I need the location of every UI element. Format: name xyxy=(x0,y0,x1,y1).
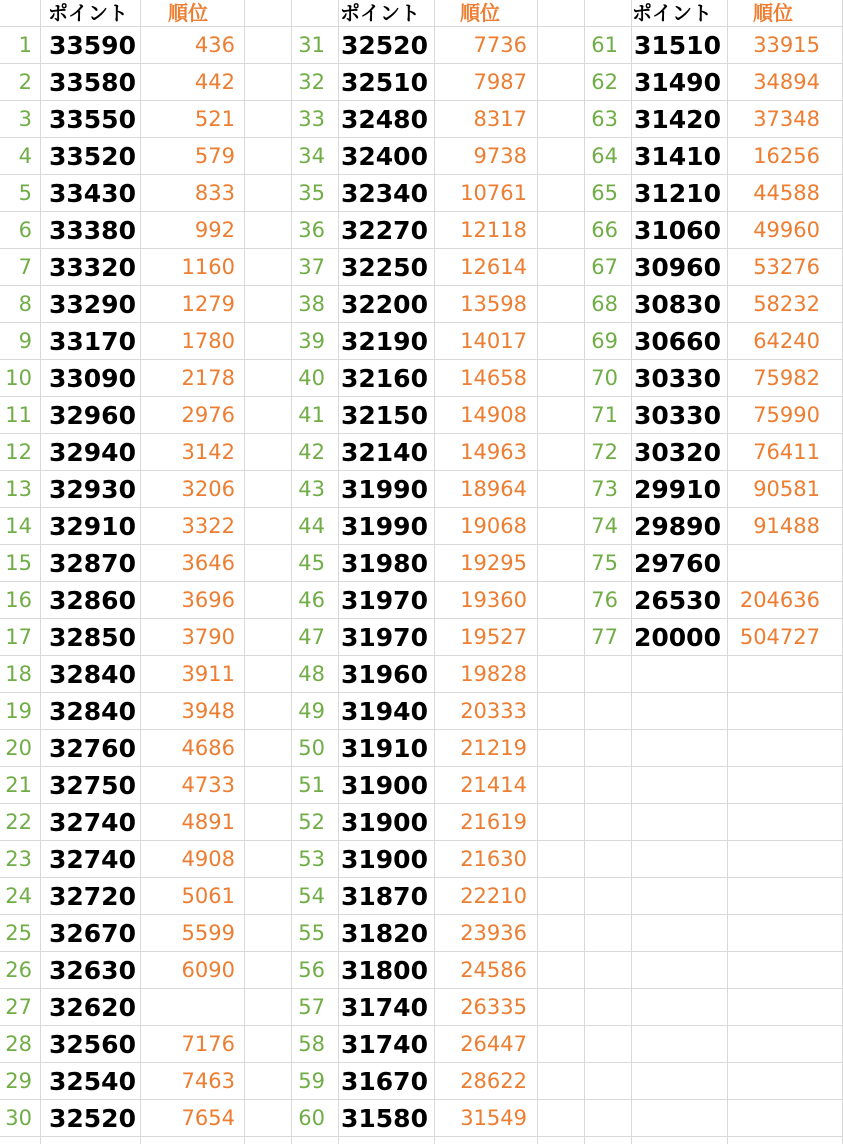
rank-cell[interactable]: 53276 xyxy=(753,255,820,279)
row-number-cell[interactable]: 59 xyxy=(298,1069,325,1093)
rank-cell[interactable]: 7176 xyxy=(181,1032,235,1056)
rank-cell[interactable]: 3790 xyxy=(181,625,235,649)
row-number-cell[interactable]: 4 xyxy=(18,144,32,168)
points-cell[interactable]: 32630 xyxy=(49,956,136,985)
points-cell[interactable]: 33590 xyxy=(49,31,136,60)
rank-cell[interactable]: 75990 xyxy=(753,403,820,427)
row-number-cell[interactable]: 33 xyxy=(298,107,325,131)
header-points-block-2[interactable]: ポイント xyxy=(340,1,420,25)
points-cell[interactable]: 31900 xyxy=(341,771,428,800)
rank-cell[interactable]: 436 xyxy=(194,33,235,57)
row-number-cell[interactable]: 35 xyxy=(298,181,325,205)
points-cell[interactable]: 32560 xyxy=(49,1030,136,1059)
rank-cell[interactable]: 14908 xyxy=(460,403,527,427)
rank-cell[interactable]: 992 xyxy=(194,218,235,242)
rank-cell[interactable]: 44588 xyxy=(753,181,820,205)
row-number-cell[interactable]: 9 xyxy=(18,329,32,353)
rank-cell[interactable]: 33915 xyxy=(753,33,820,57)
points-cell[interactable]: 32740 xyxy=(49,808,136,837)
rank-cell[interactable]: 13598 xyxy=(460,292,527,316)
points-cell[interactable]: 33550 xyxy=(49,105,136,134)
rank-cell[interactable]: 3948 xyxy=(181,699,235,723)
rank-cell[interactable] xyxy=(141,989,235,1026)
points-cell[interactable]: 33520 xyxy=(49,142,136,171)
row-number-cell[interactable]: 20 xyxy=(5,736,32,760)
row-number-cell[interactable]: 47 xyxy=(298,625,325,649)
row-number-cell[interactable]: 49 xyxy=(298,699,325,723)
row-number-cell[interactable]: 19 xyxy=(5,699,32,723)
points-cell[interactable]: 31410 xyxy=(634,142,721,171)
row-number-cell[interactable]: 26 xyxy=(5,958,32,982)
rank-cell[interactable]: 14017 xyxy=(460,329,527,353)
row-number-cell[interactable]: 41 xyxy=(298,403,325,427)
rank-cell[interactable]: 21630 xyxy=(460,847,527,871)
row-number-cell[interactable]: 42 xyxy=(298,440,325,464)
row-number-cell[interactable]: 51 xyxy=(298,773,325,797)
points-cell[interactable]: 31420 xyxy=(634,105,721,134)
points-cell[interactable]: 30830 xyxy=(634,290,721,319)
rank-cell[interactable]: 24586 xyxy=(460,958,527,982)
row-number-cell[interactable]: 5 xyxy=(18,181,32,205)
row-number-cell[interactable]: 44 xyxy=(298,514,325,538)
row-number-cell[interactable]: 11 xyxy=(5,403,32,427)
points-cell[interactable]: 31940 xyxy=(341,697,428,726)
rank-cell[interactable]: 4733 xyxy=(181,773,235,797)
row-number-cell[interactable]: 32 xyxy=(298,70,325,94)
points-cell[interactable]: 32150 xyxy=(341,401,428,430)
points-cell[interactable]: 31990 xyxy=(341,512,428,541)
rank-cell[interactable]: 14658 xyxy=(460,366,527,390)
points-cell[interactable]: 32760 xyxy=(49,734,136,763)
points-cell[interactable]: 30330 xyxy=(634,401,721,430)
row-number-cell[interactable]: 66 xyxy=(591,218,618,242)
points-cell[interactable]: 33170 xyxy=(49,327,136,356)
row-number-cell[interactable]: 2 xyxy=(18,70,32,94)
row-number-cell[interactable]: 73 xyxy=(591,477,618,501)
row-number-cell[interactable]: 54 xyxy=(298,884,325,908)
points-cell[interactable]: 32740 xyxy=(49,845,136,874)
rank-cell[interactable]: 7987 xyxy=(473,70,527,94)
points-cell[interactable]: 33320 xyxy=(49,253,136,282)
rank-cell[interactable]: 7736 xyxy=(473,33,527,57)
rank-cell[interactable]: 64240 xyxy=(753,329,820,353)
grid-line-vertical xyxy=(537,0,538,1144)
row-number-cell[interactable]: 10 xyxy=(5,366,32,390)
row-number-cell[interactable]: 12 xyxy=(5,440,32,464)
row-number-cell[interactable]: 58 xyxy=(298,1032,325,1056)
points-cell[interactable]: 31990 xyxy=(341,475,428,504)
grid-line-vertical xyxy=(291,0,292,1144)
rank-cell[interactable]: 76411 xyxy=(753,440,820,464)
rank-cell[interactable]: 23936 xyxy=(460,921,527,945)
row-number-cell[interactable]: 14 xyxy=(5,514,32,538)
row-number-cell[interactable]: 38 xyxy=(298,292,325,316)
points-cell[interactable]: 31210 xyxy=(634,179,721,208)
rank-cell[interactable]: 1160 xyxy=(181,255,235,279)
points-cell[interactable]: 32480 xyxy=(341,105,428,134)
points-cell[interactable]: 32850 xyxy=(49,623,136,652)
rank-cell[interactable]: 3696 xyxy=(181,588,235,612)
row-number-cell[interactable]: 56 xyxy=(298,958,325,982)
row-number-cell[interactable]: 23 xyxy=(5,847,32,871)
row-number-cell[interactable]: 62 xyxy=(591,70,618,94)
rank-cell[interactable]: 16256 xyxy=(753,144,820,168)
rank-cell[interactable]: 21414 xyxy=(460,773,527,797)
rank-cell[interactable]: 34894 xyxy=(753,70,820,94)
rank-cell[interactable]: 19527 xyxy=(460,625,527,649)
points-cell[interactable]: 32930 xyxy=(49,475,136,504)
points-cell[interactable]: 30960 xyxy=(634,253,721,282)
rank-cell[interactable]: 91488 xyxy=(753,514,820,538)
grid-line-vertical xyxy=(244,0,245,1144)
row-number-cell[interactable]: 65 xyxy=(591,181,618,205)
header-points-block-1[interactable]: ポイント xyxy=(48,1,128,25)
rank-cell[interactable]: 4686 xyxy=(181,736,235,760)
grid-line-vertical xyxy=(631,0,632,1144)
row-number-cell[interactable]: 71 xyxy=(591,403,618,427)
points-cell[interactable]: 33430 xyxy=(49,179,136,208)
row-number-cell[interactable]: 31 xyxy=(298,33,325,57)
points-cell[interactable]: 31910 xyxy=(341,734,428,763)
row-number-cell[interactable]: 7 xyxy=(18,255,32,279)
points-cell[interactable]: 30660 xyxy=(634,327,721,356)
points-cell[interactable]: 29760 xyxy=(634,549,721,578)
points-cell[interactable]: 30330 xyxy=(634,364,721,393)
points-cell[interactable]: 32540 xyxy=(49,1067,136,1096)
points-cell[interactable]: 31870 xyxy=(341,882,428,911)
points-cell[interactable]: 32720 xyxy=(49,882,136,911)
rank-cell[interactable]: 49960 xyxy=(753,218,820,242)
rank-cell[interactable]: 5061 xyxy=(181,884,235,908)
rank-cell[interactable]: 18964 xyxy=(460,477,527,501)
grid-line-vertical xyxy=(584,0,585,1144)
row-number-cell[interactable]: 22 xyxy=(5,810,32,834)
row-number-cell[interactable]: 29 xyxy=(5,1069,32,1093)
rank-cell[interactable]: 28622 xyxy=(460,1069,527,1093)
points-cell[interactable]: 33580 xyxy=(49,68,136,97)
points-cell[interactable]: 32840 xyxy=(49,660,136,689)
rank-cell[interactable]: 579 xyxy=(194,144,235,168)
row-number-cell[interactable]: 64 xyxy=(591,144,618,168)
row-number-cell[interactable]: 69 xyxy=(591,329,618,353)
header-rank-block-3[interactable]: 順位 xyxy=(753,1,793,25)
rank-cell[interactable]: 58232 xyxy=(753,292,820,316)
row-number-cell[interactable]: 37 xyxy=(298,255,325,279)
rank-cell[interactable]: 8317 xyxy=(473,107,527,131)
row-number-cell[interactable]: 21 xyxy=(5,773,32,797)
points-cell[interactable]: 31580 xyxy=(341,1104,428,1133)
points-cell[interactable]: 31970 xyxy=(341,586,428,615)
row-number-cell[interactable]: 13 xyxy=(5,477,32,501)
points-cell[interactable]: 31490 xyxy=(634,68,721,97)
points-cell[interactable]: 31510 xyxy=(634,31,721,60)
rank-cell[interactable]: 3646 xyxy=(181,551,235,575)
row-number-cell[interactable]: 17 xyxy=(5,625,32,649)
row-number-cell[interactable]: 68 xyxy=(591,292,618,316)
row-number-cell[interactable]: 3 xyxy=(18,107,32,131)
row-number-cell[interactable]: 60 xyxy=(298,1106,325,1130)
row-number-cell[interactable]: 36 xyxy=(298,218,325,242)
row-number-cell[interactable]: 77 xyxy=(591,625,618,649)
rank-cell[interactable]: 204636 xyxy=(739,588,820,612)
rank-cell[interactable]: 19360 xyxy=(460,588,527,612)
row-number-cell[interactable]: 53 xyxy=(298,847,325,871)
rank-cell[interactable]: 14963 xyxy=(460,440,527,464)
points-cell[interactable]: 31670 xyxy=(341,1067,428,1096)
points-cell[interactable]: 31980 xyxy=(341,549,428,578)
row-number-cell[interactable]: 6 xyxy=(18,218,32,242)
row-number-cell[interactable]: 40 xyxy=(298,366,325,390)
points-cell[interactable]: 31740 xyxy=(341,1030,428,1059)
row-number-cell[interactable]: 70 xyxy=(591,366,618,390)
rank-cell[interactable]: 21219 xyxy=(460,736,527,760)
points-cell[interactable]: 32160 xyxy=(341,364,428,393)
points-cell[interactable]: 31740 xyxy=(341,993,428,1022)
row-number-cell[interactable]: 52 xyxy=(298,810,325,834)
row-number-cell[interactable]: 76 xyxy=(591,588,618,612)
row-number-cell[interactable]: 74 xyxy=(591,514,618,538)
rank-cell[interactable]: 19068 xyxy=(460,514,527,538)
points-cell[interactable]: 31060 xyxy=(634,216,721,245)
rank-cell[interactable]: 20333 xyxy=(460,699,527,723)
grid-line-vertical xyxy=(40,0,41,1144)
points-cell[interactable]: 32910 xyxy=(49,512,136,541)
rank-cell[interactable]: 2178 xyxy=(181,366,235,390)
row-number-cell[interactable]: 28 xyxy=(5,1032,32,1056)
row-number-cell[interactable]: 72 xyxy=(591,440,618,464)
row-number-cell[interactable]: 55 xyxy=(298,921,325,945)
rank-cell[interactable]: 22210 xyxy=(460,884,527,908)
header-rank-block-1[interactable]: 順位 xyxy=(168,1,208,25)
points-cell[interactable]: 32940 xyxy=(49,438,136,467)
points-cell[interactable]: 32960 xyxy=(49,401,136,430)
rank-cell[interactable]: 833 xyxy=(194,181,235,205)
rank-cell[interactable]: 10761 xyxy=(460,181,527,205)
row-number-cell[interactable]: 30 xyxy=(5,1106,32,1130)
points-cell[interactable]: 31820 xyxy=(341,919,428,948)
row-number-cell[interactable]: 50 xyxy=(298,736,325,760)
row-number-cell[interactable]: 18 xyxy=(5,662,32,686)
points-cell[interactable]: 31800 xyxy=(341,956,428,985)
points-cell[interactable]: 33380 xyxy=(49,216,136,245)
points-cell[interactable]: 33090 xyxy=(49,364,136,393)
points-cell[interactable]: 31960 xyxy=(341,660,428,689)
rank-cell[interactable]: 12614 xyxy=(460,255,527,279)
rank-cell[interactable]: 7463 xyxy=(181,1069,235,1093)
row-number-cell[interactable]: 48 xyxy=(298,662,325,686)
rank-cell[interactable]: 4908 xyxy=(181,847,235,871)
rank-cell[interactable]: 26447 xyxy=(460,1032,527,1056)
rank-cell[interactable]: 21619 xyxy=(460,810,527,834)
row-number-cell[interactable]: 45 xyxy=(298,551,325,575)
points-cell[interactable]: 33290 xyxy=(49,290,136,319)
points-cell[interactable]: 32840 xyxy=(49,697,136,726)
points-cell[interactable]: 29890 xyxy=(634,512,721,541)
points-cell[interactable]: 32750 xyxy=(49,771,136,800)
points-cell[interactable]: 32670 xyxy=(49,919,136,948)
row-number-cell[interactable]: 34 xyxy=(298,144,325,168)
points-cell[interactable]: 29910 xyxy=(634,475,721,504)
points-cell[interactable]: 32190 xyxy=(341,327,428,356)
rank-cell[interactable]: 504727 xyxy=(739,625,820,649)
points-cell[interactable]: 30320 xyxy=(634,438,721,467)
rank-cell[interactable]: 6090 xyxy=(181,958,235,982)
row-number-cell[interactable]: 39 xyxy=(298,329,325,353)
row-number-cell[interactable]: 46 xyxy=(298,588,325,612)
rank-cell[interactable]: 521 xyxy=(194,107,235,131)
rank-cell[interactable]: 3322 xyxy=(181,514,235,538)
rank-cell[interactable]: 3206 xyxy=(181,477,235,501)
row-number-cell[interactable]: 1 xyxy=(18,33,32,57)
row-number-cell[interactable]: 61 xyxy=(591,33,618,57)
points-cell[interactable]: 31900 xyxy=(341,808,428,837)
row-number-cell[interactable]: 67 xyxy=(591,255,618,279)
rank-cell[interactable]: 19828 xyxy=(460,662,527,686)
row-number-cell[interactable]: 43 xyxy=(298,477,325,501)
row-number-cell[interactable]: 24 xyxy=(5,884,32,908)
points-cell[interactable]: 31900 xyxy=(341,845,428,874)
row-number-cell[interactable]: 15 xyxy=(5,551,32,575)
rank-cell[interactable]: 90581 xyxy=(753,477,820,501)
rank-cell[interactable]: 1780 xyxy=(181,329,235,353)
row-number-cell[interactable]: 25 xyxy=(5,921,32,945)
rank-cell[interactable]: 31549 xyxy=(460,1106,527,1130)
points-cell[interactable]: 32140 xyxy=(341,438,428,467)
points-cell[interactable]: 26530 xyxy=(634,586,721,615)
rank-cell[interactable]: 4891 xyxy=(181,810,235,834)
rank-cell[interactable]: 1279 xyxy=(181,292,235,316)
row-number-cell[interactable]: 27 xyxy=(5,995,32,1019)
points-cell[interactable]: 31970 xyxy=(341,623,428,652)
points-cell[interactable]: 32250 xyxy=(341,253,428,282)
points-cell[interactable]: 32620 xyxy=(49,993,136,1022)
rank-cell[interactable]: 2976 xyxy=(181,403,235,427)
points-cell[interactable]: 32270 xyxy=(341,216,428,245)
rank-cell[interactable]: 37348 xyxy=(753,107,820,131)
rank-cell[interactable]: 75982 xyxy=(753,366,820,390)
points-cell[interactable]: 32340 xyxy=(341,179,428,208)
points-cell[interactable]: 32870 xyxy=(49,549,136,578)
rank-cell[interactable]: 19295 xyxy=(460,551,527,575)
grid-line-vertical xyxy=(338,0,339,1144)
header-rank-block-2[interactable]: 順位 xyxy=(460,1,500,25)
row-number-cell[interactable]: 57 xyxy=(298,995,325,1019)
rank-cell[interactable]: 12118 xyxy=(460,218,527,242)
points-cell[interactable]: 32860 xyxy=(49,586,136,615)
points-cell[interactable]: 32400 xyxy=(341,142,428,171)
points-cell[interactable]: 32510 xyxy=(341,68,428,97)
rank-cell[interactable]: 3911 xyxy=(181,662,235,686)
row-number-cell[interactable]: 63 xyxy=(591,107,618,131)
points-cell[interactable]: 32520 xyxy=(341,31,428,60)
rank-cell[interactable]: 442 xyxy=(194,70,235,94)
rank-cell[interactable]: 9738 xyxy=(473,144,527,168)
header-points-block-3[interactable]: ポイント xyxy=(632,1,712,25)
points-cell[interactable]: 20000 xyxy=(634,623,721,652)
points-cell[interactable]: 32200 xyxy=(341,290,428,319)
row-number-cell[interactable]: 75 xyxy=(591,551,618,575)
rank-cell[interactable]: 26335 xyxy=(460,995,527,1019)
rank-cell[interactable] xyxy=(726,545,820,582)
row-number-cell[interactable]: 16 xyxy=(5,588,32,612)
row-number-cell[interactable]: 8 xyxy=(18,292,32,316)
rank-cell[interactable]: 3142 xyxy=(181,440,235,464)
points-cell[interactable]: 32520 xyxy=(49,1104,136,1133)
rank-cell[interactable]: 5599 xyxy=(181,921,235,945)
rank-cell[interactable]: 7654 xyxy=(181,1106,235,1130)
